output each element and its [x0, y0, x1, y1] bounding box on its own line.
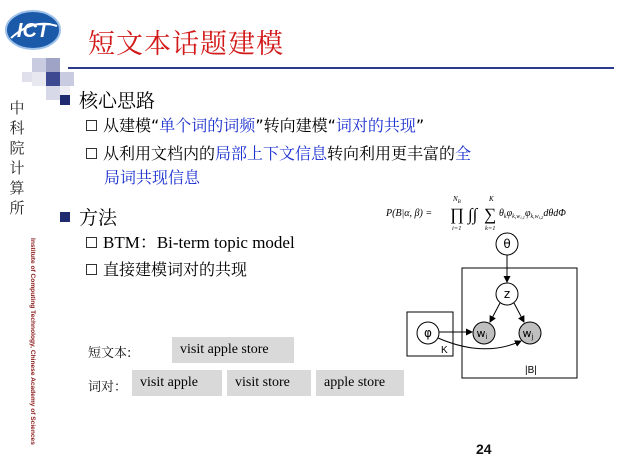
formula-lhs: P(B|α, β) = [386, 208, 433, 219]
highlight-text: 词对的共现 [335, 116, 416, 135]
short-text-label: 短文本: [88, 346, 132, 361]
institution-char: 科 [9, 119, 25, 137]
section-heading-method: 方法 [79, 207, 118, 229]
institution-name-en [28, 238, 38, 458]
institution-name-cn [6, 98, 28, 218]
text-segment: 从利用文档内的 [103, 144, 216, 163]
institution-char: 院 [9, 139, 25, 157]
node-wj-label: wj [522, 327, 534, 341]
plate-k-label: K [441, 345, 448, 356]
text-segment: BTM：Bi-term topic model [103, 233, 295, 252]
word-pair-box: visit apple [132, 370, 222, 396]
text-segment: ”转向建模“ [255, 116, 336, 135]
highlight-text: 局词共现信息 [104, 168, 201, 187]
node-z-label: z [503, 287, 511, 301]
edge-z-wj [514, 303, 524, 322]
node-wi-label: wi [476, 327, 488, 341]
product-symbol: ∏ [450, 205, 464, 224]
integral-symbol: ∫∫ [468, 205, 478, 224]
formula-prod-top: $N_B$ [453, 195, 461, 205]
word-pairs-label: 词对： [88, 380, 128, 395]
summation-symbol: ∑ [484, 205, 497, 224]
section-heading-core-idea: 核心思路 [79, 90, 156, 112]
bullet-icon [60, 212, 70, 222]
word-pair-box: apple store [316, 370, 404, 396]
plate-b-label: |B| [525, 365, 537, 376]
word-pair-box: visit store [227, 370, 311, 396]
formula-sum-top: K [489, 195, 494, 203]
formula-sum-bottom: k=1 [485, 225, 496, 232]
text-segment: ” [415, 116, 425, 135]
list-item-method-2 [86, 258, 247, 282]
checkbox-icon [86, 120, 97, 131]
btm-graphical-model [404, 232, 580, 382]
ict-logo [3, 8, 63, 52]
list-item-idea-2 [86, 142, 586, 166]
formula-prod-bottom: i=1 [452, 225, 462, 232]
institution-char: 算 [9, 179, 25, 197]
ict-logo-icon [3, 8, 63, 52]
edge-z-wi [490, 303, 500, 322]
logo-text: ICT [16, 20, 50, 42]
checkbox-icon [86, 148, 97, 159]
text-segment: 直接建模词对的共现 [103, 260, 248, 279]
btm-likelihood-formula [372, 192, 612, 234]
text-segment: 转向利用更丰富的 [327, 144, 456, 163]
page-title: 短文本话题建模 [88, 29, 284, 60]
institution-char: 中 [9, 99, 25, 117]
highlight-text: 单个词的词频 [159, 116, 256, 135]
checkbox-icon [86, 237, 97, 248]
institution-en-text: Institute of Computing Technology, Chinese Academy of Sciences [29, 238, 36, 445]
list-item-idea-2-continued [104, 166, 200, 190]
text-segment: 从建模“ [103, 116, 160, 135]
bullet-icon [60, 95, 70, 105]
checkbox-icon [86, 264, 97, 275]
short-text-box: visit apple store [172, 337, 294, 363]
list-item-idea-1 [86, 114, 424, 138]
highlight-text: 局部上下文信息 [215, 144, 328, 163]
page-number: 24 [476, 441, 492, 457]
node-theta-label: θ [503, 237, 511, 251]
highlight-text: 全 [455, 144, 472, 163]
formula-body: $\theta_k\varphi_{k,w}i,1\varphi_{k,w}i,2d\theta d\Phi$ [499, 208, 566, 220]
list-item-method-1 [86, 231, 295, 255]
node-phi-label: φ [424, 326, 432, 340]
institution-char: 所 [9, 199, 25, 217]
institution-char: 计 [9, 159, 25, 177]
title-underline [68, 67, 614, 69]
